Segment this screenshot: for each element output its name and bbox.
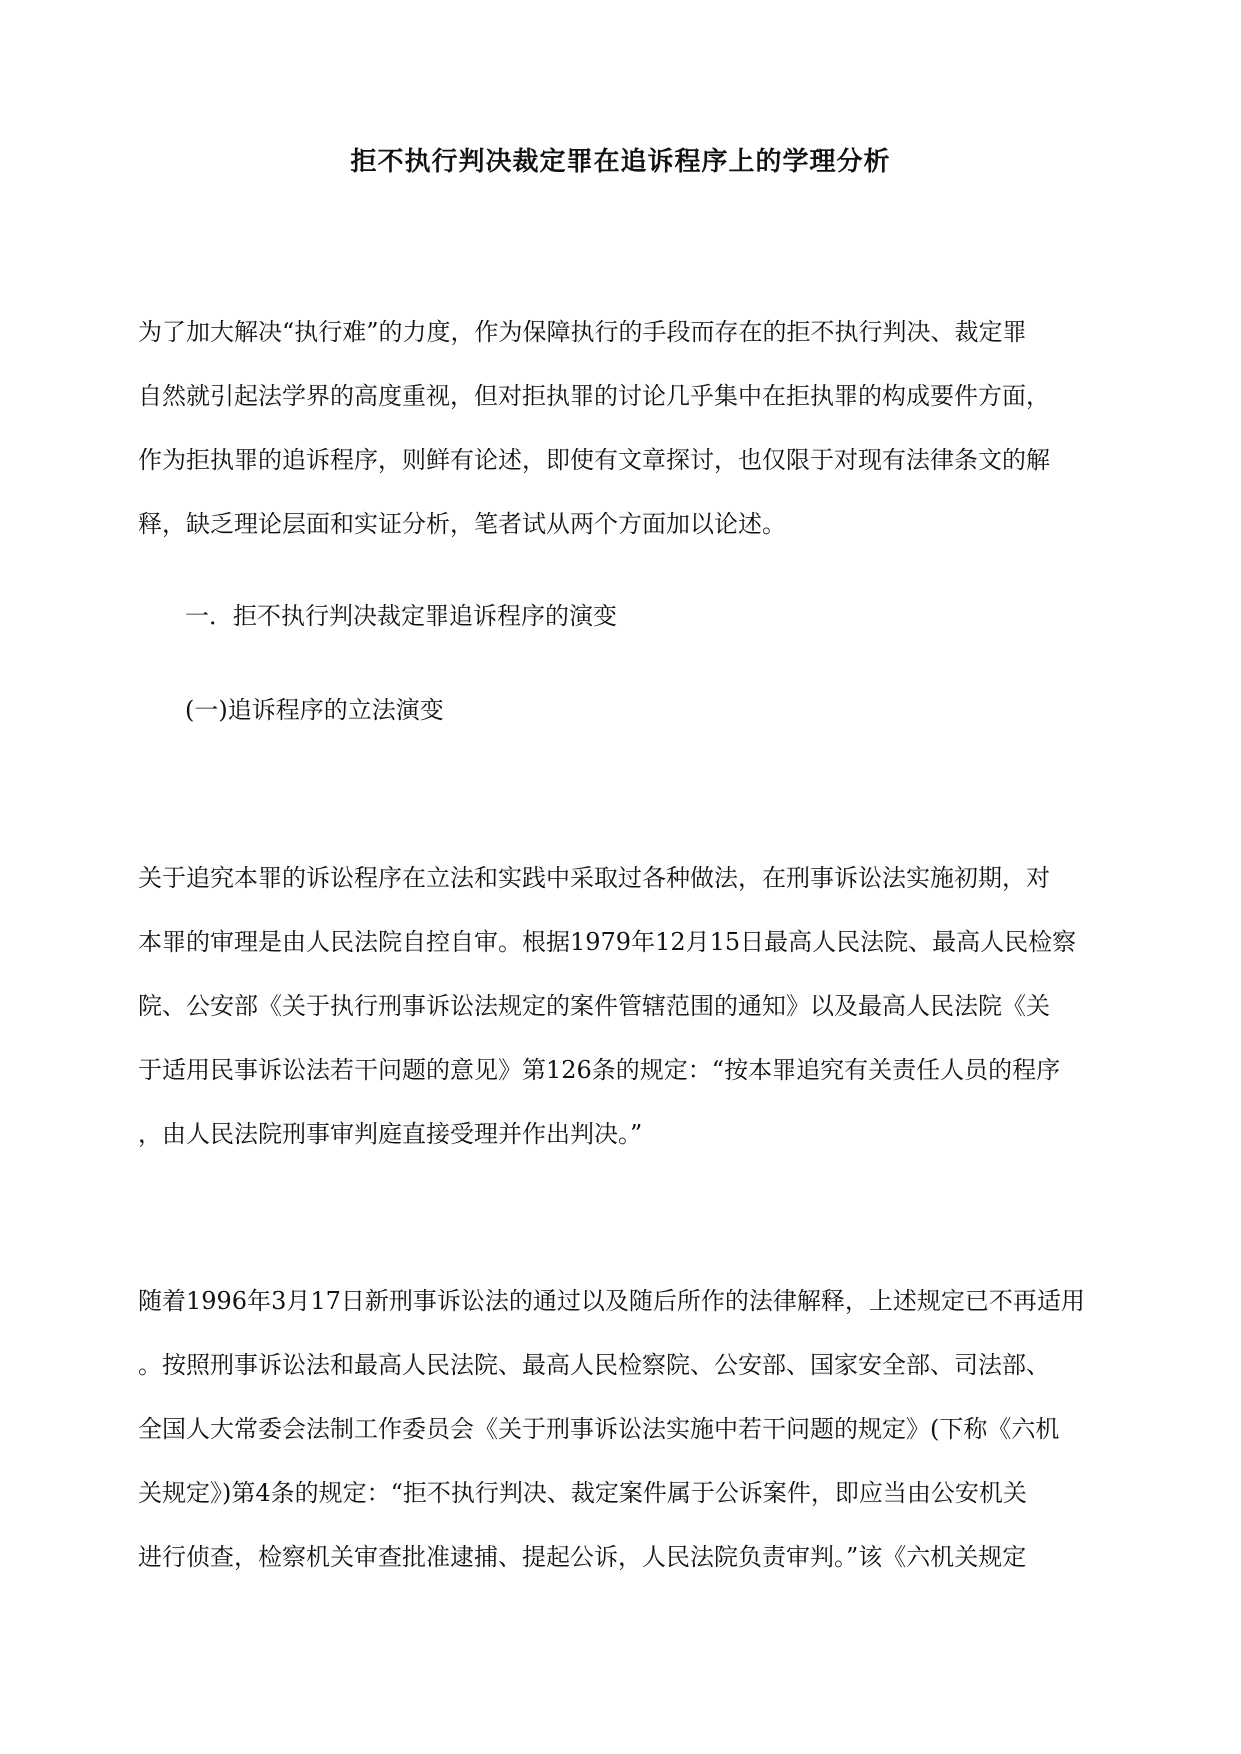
- paragraph-line: 关于追究本罪的诉讼程序在立法和实践中采取过各种做法，在刑事诉讼法实施初期，对: [138, 864, 1050, 892]
- paragraph-line: 关规定》)第4条的规定：“拒不执行判决、裁定案件属于公诉案件，即应当由公安机关: [138, 1479, 1027, 1507]
- paragraph-new-procedure: [138, 1269, 1108, 1589]
- paragraph-line: 。按照刑事诉讼法和最高人民法院、最高人民检察院、公安部、国家安全部、司法部、: [138, 1351, 1050, 1379]
- paragraph-line: 本罪的审理是由人民法院自控自审。根据1979年12月15日最高人民法院、最高人民检察: [138, 928, 1077, 956]
- subsection-heading-1: (一)追诉程序的立法演变: [185, 696, 444, 724]
- paragraph-line: 释，缺乏理论层面和实证分析，笔者试从两个方面加以论述。: [138, 510, 786, 538]
- paragraph-line: 全国人大常委会法制工作委员会《关于刑事诉讼法实施中若干问题的规定》(下称《六机: [138, 1415, 1060, 1443]
- document-title: 拒不执行判决裁定罪在追诉程序上的学理分析: [350, 147, 891, 177]
- paragraph-line: ，由人民法院刑事审判庭直接受理并作出判决。”: [138, 1120, 643, 1148]
- paragraph-line: 随着1996年3月17日新刑事诉讼法的通过以及随后所作的法律解释，上述规定已不再适用: [138, 1287, 1085, 1315]
- paragraph-line: 作为拒执罪的追诉程序，则鲜有论述，即使有文章探讨，也仅限于对现有法律条文的解: [138, 446, 1050, 474]
- section-heading-1: 一．拒不执行判决裁定罪追诉程序的演变: [185, 602, 617, 630]
- paragraph-intro: [138, 300, 1108, 556]
- paragraph-line: 进行侦查，检察机关审查批准逮捕、提起公诉，人民法院负责审判。”该《六机关规定: [138, 1543, 1027, 1571]
- paragraph-line: 院、公安部《关于执行刑事诉讼法规定的案件管辖范围的通知》以及最高人民法院《关: [138, 992, 1050, 1020]
- paragraph-legislative-history: [138, 846, 1108, 1166]
- paragraph-line: 于适用民事诉讼法若干问题的意见》第126条的规定：“按本罪追究有关责任人员的程序: [138, 1056, 1061, 1084]
- paragraph-line: 为了加大解决“执行难”的力度，作为保障执行的手段而存在的拒不执行判决、裁定罪: [138, 318, 1027, 346]
- paragraph-line: 自然就引起法学界的高度重视，但对拒执罪的讨论几乎集中在拒执罪的构成要件方面，: [138, 382, 1050, 410]
